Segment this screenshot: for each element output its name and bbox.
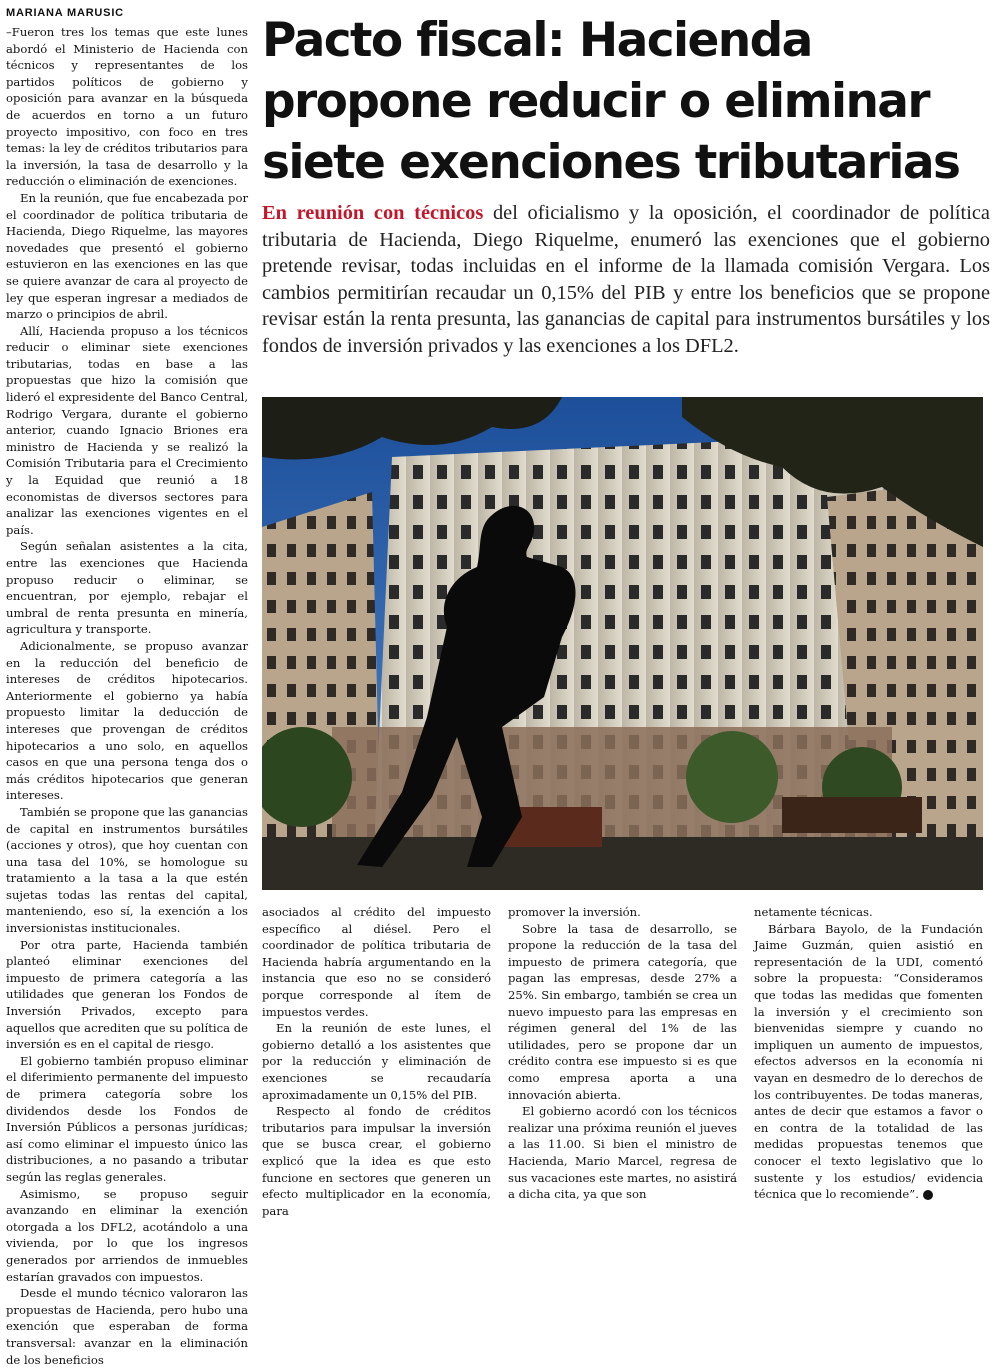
paragraph: Respecto al fondo de créditos tributarios para impulsar la inversión que se busca crear, el gobierno explicó que la idea es que esto funcione en sectores que generen un efecto multiplicador en la economía, para [262, 1104, 491, 1218]
article-column-2 [262, 904, 491, 1219]
paragraph [754, 921, 983, 1203]
photo-ministry-building [262, 397, 983, 890]
paragraph-text: Bárbara Bayolo, de la Fundación Jaime Guzmán, quien asistió en representación de la UDI, comentó sobre la propuesta: “Consideramos que todas las medidas que fomenten la inversión y el crecimiento son bienvenidas siempre y cuando no impliquen un aumento de impuestos, efectos adversos en la economía ni vayan en desmedro de lo derechos de los contribuyentes. De todas maneras, antes de decir que estamos a favor o en contra de la totalidad de las medidas propuestas tenemos que conocer el texto legislativo que lo sustente y los estudios/ evidencia técnica que lo recomiende”. [754, 921, 983, 1202]
lead-paragraph [262, 200, 990, 359]
paragraph: promover la inversión. [508, 905, 641, 919]
paragraph: netamente técnicas. [754, 905, 873, 919]
byline: MARIANA MARUSIC [6, 7, 124, 19]
paragraph: Adicionalmente, se propuso avanzar en la reducción del beneficio de intereses de créditos hipotecarios. Anteriormente el gobierno ya había propuesto limitar la deducción de intereses que provengan de créditos hipotecarios a uno solo, en aquellos casos en que una persona tenga dos o más créditos hipotecarios que generan intereses. [6, 638, 248, 803]
paragraph: asociados al crédito del impuesto específico al diésel. Pero el coordinador de política tributaria de Hacienda habría argumentando en la instancia que eso no se consideró porque corresponde al ítem de impuestos verdes. [262, 905, 491, 1019]
article-column-3 [508, 904, 737, 1203]
article-column-1 [6, 24, 248, 1368]
paragraph: En la reunión de este lunes, el gobierno detalló a los asistentes que por la reducción y eliminación de exenciones se recaudaría aproximadamente un 0,15% del PIB. [262, 1021, 491, 1102]
paragraph: También se propone que las ganancias de capital en instrumentos bursátiles (acciones y otros), que hoy cuentan con una tasa del 10%, se homologue su tratamiento a la tasa a la que estén sujetas todas las rentas del capital, manteniendo, eso sí, la exención a los inversionistas institucionales. [6, 804, 248, 936]
headline: Pacto fiscal: Hacienda propone reducir o eliminar siete exenciones tributarias [262, 13, 960, 190]
article-column-4 [754, 904, 983, 1203]
paragraph: Allí, Hacienda propuso a los técnicos reducir o eliminar siete exenciones tributarias, todas en base a las propuestas que hizo la comisión que lideró el expresidente del Banco Central, Rodrigo Vergara, durante el gobierno anterior, cuando Ignacio Briones era ministro de Hacienda y se realizó la Comisión Tributaria para el Crecimiento y la Equidad que reunió a 18 economistas de diversos sectores para analizar las exenciones vigentes en el país. [6, 323, 248, 537]
paragraph: Sobre la tasa de desarrollo, se propone la reducción de la tasa del impuesto de primera categoría, que pagan las empresas, desde 27% a 25%. Sin embargo, también se crea un nuevo impuesto para las empresas en régimen general del 1% de las utilidades, pero se propone dar un crédito contra ese impuesto si es que como empresa aporta a una innovación abierta. [508, 921, 737, 1102]
paragraph: Por otra parte, Hacienda también planteó eliminar exenciones del impuesto de primera categoría a las utilidades que generan los Fondos de Inversión Privados, excepto para aquellos que acrediten que su política de inversión es en el capital de riesgo. [6, 937, 248, 1052]
lead-kicker: En reunión con técnicos [262, 202, 484, 224]
paragraph: –Fueron tres los temas que este lunes abordó el Ministerio de Hacienda con técnicos y representantes de los partidos políticos de gobierno y oposición para avanzar en la búsqueda de acuerdos en torno a un futuro proyecto impositivo, con foco en tres temas: la ley de créditos tributarios para la inversión, la tasa de desarrollo y la reducción o eliminación de exenciones. [6, 25, 248, 189]
paragraph: Desde el mundo técnico valoraron las propuestas de Hacienda, pero hubo una exención que esperaban de forma transversal: avanzar en la eliminación de los beneficios [6, 1286, 248, 1367]
paragraph: En la reunión, que fue encabezada por el coordinador de política tributaria de Hacienda, Diego Riquelme, las mayores novedades que presentó el gobierno estuvieron en las exenciones en las que se quiere avanzar de cara al proyecto de ley que esperan ingresar a mediados de marzo o principios de abril. [6, 190, 248, 322]
paragraph: El gobierno acordó con los técnicos realizar una próxima reunión el jueves a las 11.00. Si bien el ministro de Hacienda, Mario Marcel, regresa de sus vacaciones este martes, no asistirá a dicha cita, ya que son [508, 1104, 737, 1202]
paragraph: Según señalan asistentes a la cita, entre las exenciones que Hacienda propuso reducir o eliminar, se encuentran, por ejemplo, rebajar el umbral de renta presunta en minería, agricultura y transporte. [6, 539, 248, 637]
lead-text: del oficialismo y la oposición, el coordinador de política tributaria de Hacienda, Diego Riquelme, enumeró las exenciones que el gobierno pretende revisar, todas incluidas en el informe de la llamada comisión Vergara. Los cambios permitirían recaudar un 0,15% del PIB y entre los beneficios que se propone revisar están la renta presunta, las ganancias de capital para instrumentos bursátiles y los fondos de inversión privados y las exenciones a los DFL2. [262, 202, 990, 357]
paragraph: El gobierno también propuso eliminar el diferimiento permanente del impuesto de primera categoría sobre los dividendos desde los Fondos de Inversión Públicos a personas jurídicas; así como eliminar el impuesto único las distribuciones, a no pasando a tributar según las reglas generales. [6, 1053, 248, 1184]
paragraph: Asimismo, se propuso seguir avanzando en eliminar la exención otorgada a los DFL2, acotándolo a una vivienda, por lo que los ingresos generados por arriendos de inmuebles estarían gravados con impuestos. [6, 1186, 248, 1284]
end-of-article-icon: P [923, 1190, 933, 1200]
